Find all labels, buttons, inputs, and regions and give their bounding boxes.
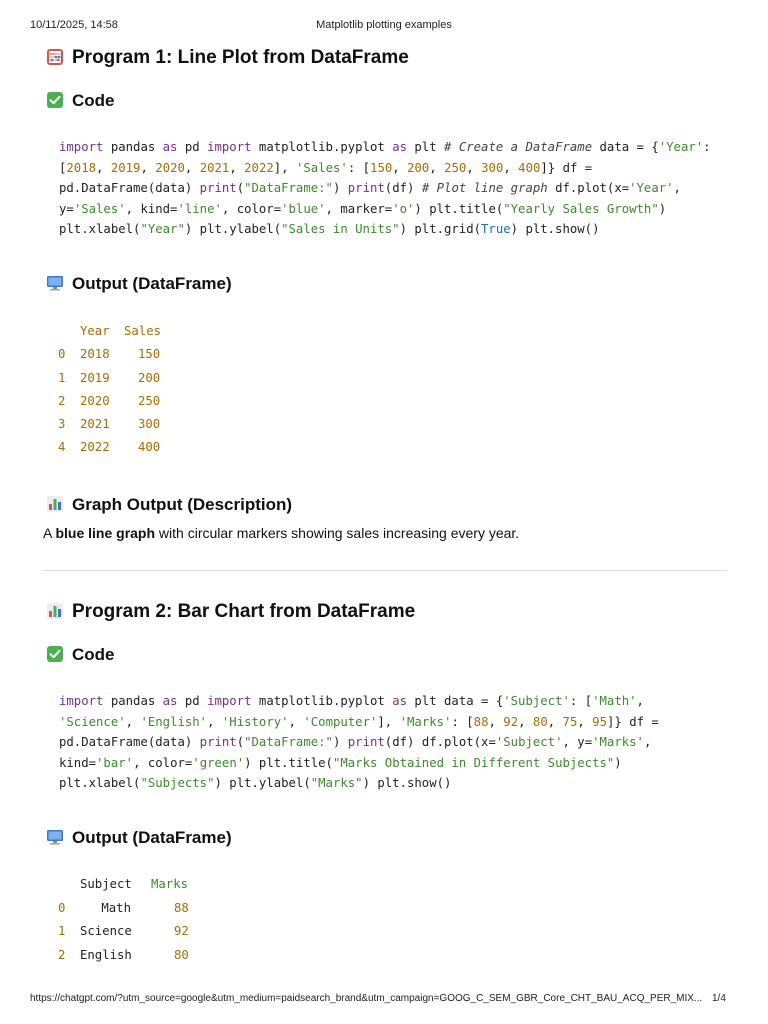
code-token: 'line' <box>177 201 222 216</box>
code-token: , <box>207 714 222 729</box>
code-token: as <box>392 140 407 154</box>
df1-col-year: Year <box>80 324 110 338</box>
code-token: 88 <box>473 714 489 729</box>
df1-cell-sales: 300 <box>138 417 161 431</box>
df2-cell-marks: 88 <box>174 901 189 915</box>
code-token: ) plt.show() <box>362 776 452 790</box>
df1-cell-sales: 400 <box>138 440 161 454</box>
df1-cell-sales: 200 <box>138 371 161 385</box>
code-token: , <box>673 181 681 195</box>
code-token: pandas <box>103 140 163 154</box>
df1-cell-year: 2019 <box>80 371 110 385</box>
code-token: , <box>392 160 408 175</box>
code-token: ) plt.title( <box>244 755 333 770</box>
code-token: , <box>125 714 141 729</box>
check-mark-icon <box>46 91 64 109</box>
code-token: (df) <box>384 181 422 195</box>
program1-graph-heading: Graph Output (Description) <box>72 495 293 514</box>
code-line <box>59 199 711 220</box>
code-token: 80 <box>532 714 548 729</box>
code-token: plt data = { <box>407 694 504 708</box>
code-token: , <box>429 160 445 175</box>
bar-chart-icon <box>46 495 64 513</box>
code-token: 75 <box>562 714 578 729</box>
bar-chart-icon <box>46 602 64 620</box>
code-line <box>59 753 659 774</box>
program2-title: Program 2: Bar Chart from DataFrame <box>72 601 416 622</box>
code-token: 200 <box>407 160 430 175</box>
df1-row-index: 0 <box>58 347 66 361</box>
program2-code-block <box>59 691 659 794</box>
df2-row-index: 1 <box>58 924 66 938</box>
program1-code-block <box>59 137 711 240</box>
df1-cell-year: 2018 <box>80 347 110 361</box>
code-token: , <box>288 714 304 729</box>
code-line <box>59 137 711 158</box>
df1-row-index: 3 <box>58 417 66 431</box>
code-token: 'Sales' <box>73 201 126 216</box>
program2-output-heading: Output (DataFrame) <box>72 828 232 847</box>
code-token: 2020 <box>155 160 185 175</box>
code-token: , <box>140 160 156 175</box>
code-token: import <box>207 694 252 708</box>
page-number: 1/4 <box>712 993 726 1004</box>
program1-output-heading-row <box>46 274 232 294</box>
df1-row-index: 4 <box>58 440 66 454</box>
computer-icon <box>46 274 64 292</box>
code-token: , <box>547 714 563 729</box>
abacus-icon <box>46 48 64 66</box>
code-token: ) <box>614 755 622 770</box>
code-token: (df) df.plot(x= <box>384 735 496 749</box>
code-token: ) <box>658 201 667 216</box>
code-token: , <box>577 714 593 729</box>
code-token: print <box>347 735 385 749</box>
df2-cell-marks: 80 <box>174 948 189 962</box>
code-line <box>59 773 659 794</box>
code-token: 95 <box>592 714 607 729</box>
program2-code-heading: Code <box>72 645 115 664</box>
program1-code-heading: Code <box>72 91 115 110</box>
code-token: # Plot line graph <box>421 181 548 195</box>
df2-cell-marks: 92 <box>174 924 189 938</box>
code-token: as <box>392 694 407 708</box>
desc-bold: blue line graph <box>55 525 156 541</box>
code-token: 150 <box>370 160 393 175</box>
code-token: , color= <box>133 755 193 770</box>
code-token: ) plt.show() <box>510 222 600 236</box>
code-token: 'Marks' <box>592 735 644 749</box>
code-token: True <box>481 222 511 236</box>
check-mark-icon <box>46 645 64 663</box>
code-token: , y= <box>562 735 593 749</box>
code-token: 'Sales' <box>296 160 348 175</box>
code-token: ( <box>236 181 245 195</box>
code-token: 2018 <box>66 160 97 175</box>
code-line <box>59 712 659 733</box>
computer-icon <box>46 828 64 846</box>
code-token: : [ <box>569 694 593 708</box>
code-token: 'History' <box>221 714 289 729</box>
code-token: ) plt.ylabel( <box>214 776 311 790</box>
code-token: print <box>199 181 237 195</box>
program2-code-heading-row <box>46 645 115 665</box>
print-date: 10/11/2025, 14:58 <box>30 19 118 31</box>
code-token: 'blue' <box>281 201 326 216</box>
df2-cell-subject: English <box>80 948 132 962</box>
code-token: 250 <box>444 160 467 175</box>
code-line <box>59 158 711 179</box>
program1-code-heading-row <box>46 91 115 111</box>
code-token: 2021 <box>199 160 230 175</box>
code-token: "Subjects" <box>140 776 215 790</box>
code-token: , <box>96 160 111 175</box>
code-token: 'bar' <box>96 755 134 770</box>
code-line <box>59 732 659 753</box>
code-token: ) <box>332 735 348 749</box>
code-line <box>59 691 659 712</box>
code-token: pd <box>177 694 208 708</box>
code-token: print <box>347 181 385 195</box>
section-divider <box>43 570 726 571</box>
code-token: , <box>488 714 504 729</box>
code-token: 'Subject' <box>503 694 570 708</box>
code-token: : <box>703 140 711 154</box>
code-token: "Yearly Sales Growth" <box>503 201 659 216</box>
code-token: 'Math' <box>592 694 637 708</box>
code-token: : [ <box>451 714 474 729</box>
code-token: # Create a DataFrame <box>444 140 593 154</box>
code-token: ( <box>236 735 245 749</box>
program1-graph-heading-row <box>46 495 292 515</box>
df1-row-index: 1 <box>58 371 66 385</box>
code-token: 2022 <box>244 160 274 175</box>
code-line <box>59 178 711 199</box>
code-token: ) <box>332 181 348 195</box>
code-token: data = { <box>592 140 659 154</box>
print-url: https://chatgpt.com/?utm_source=google&utm_medium=paidsearch_brand&utm_campaign=GOOG_C_SEM_GBR_Core_CHT_BAU_ACQ_PER_MIX... <box>30 993 703 1004</box>
code-token: import <box>207 140 252 154</box>
code-token: ) plt.title( <box>414 201 504 216</box>
code-token: "Year" <box>140 222 185 236</box>
code-token: 'Computer' <box>303 714 378 729</box>
code-token: "Marks Obtained in Different Subjects" <box>332 755 615 770</box>
code-token: , <box>229 160 245 175</box>
code-token: 2019 <box>110 160 141 175</box>
df1-cell-year: 2022 <box>80 440 110 454</box>
code-token: 'Year' <box>629 181 674 195</box>
code-token: ) plt.ylabel( <box>184 222 282 236</box>
code-token: y= <box>59 201 74 216</box>
code-token: , <box>636 694 644 708</box>
program1-graph-description <box>43 525 519 541</box>
code-token: 'Subject' <box>495 735 563 749</box>
code-token: matplotlib.pyplot <box>251 694 393 708</box>
code-token: plt.xlabel( <box>59 222 141 236</box>
code-line <box>59 219 711 240</box>
code-token: ) plt.grid( <box>399 222 482 236</box>
code-token: ], <box>377 714 400 729</box>
code-token: "Marks" <box>310 776 363 790</box>
df2-cell-subject: Science <box>80 924 132 938</box>
code-token: ]} df = <box>606 714 659 729</box>
df1-cell-sales: 150 <box>138 347 161 361</box>
code-token: "DataFrame:" <box>244 735 333 749</box>
code-token: pd <box>177 140 208 154</box>
code-token: 92 <box>503 714 519 729</box>
code-token: [ <box>59 160 67 175</box>
program1-output-heading: Output (DataFrame) <box>72 274 232 293</box>
code-token: : [ <box>347 160 371 175</box>
df2-row-index: 0 <box>58 901 66 915</box>
program2-title-row <box>46 601 415 623</box>
code-token: "DataFrame:" <box>244 181 333 195</box>
code-token: pandas <box>103 694 163 708</box>
code-token: , <box>466 160 482 175</box>
desc-suffix: with circular markers showing sales increasing every year. <box>155 525 520 541</box>
df1-row-index: 2 <box>58 394 66 408</box>
code-token: "Sales in Units" <box>281 222 400 236</box>
code-token: 300 <box>481 160 504 175</box>
code-token: 'o' <box>392 201 415 216</box>
code-token: import <box>59 140 104 154</box>
code-token: print <box>199 735 237 749</box>
df2-cell-subject: Math <box>101 901 131 915</box>
code-token: ], <box>273 160 296 175</box>
df2-row-index: 2 <box>58 948 66 962</box>
desc-prefix: A <box>43 525 56 541</box>
code-token: pd.DataFrame(data) <box>59 181 200 195</box>
code-token: pd.DataFrame(data) <box>59 735 200 749</box>
code-token: as <box>162 140 178 154</box>
code-token: matplotlib.pyplot <box>251 140 393 154</box>
code-token: import <box>59 694 104 708</box>
code-token: kind= <box>59 755 97 770</box>
program1-title: Program 1: Line Plot from DataFrame <box>72 47 409 68</box>
code-token: 'English' <box>140 714 208 729</box>
df1-cell-year: 2020 <box>80 394 110 408</box>
code-token: 'Year' <box>658 140 704 154</box>
df1-col-sales: Sales <box>124 324 162 338</box>
code-token: 'Science' <box>59 714 126 729</box>
code-token: , <box>518 714 533 729</box>
df1-cell-year: 2021 <box>80 417 110 431</box>
code-token: , kind= <box>125 201 178 216</box>
code-token: 'Marks' <box>399 714 452 729</box>
program1-title-row <box>46 47 409 69</box>
code-token: df.plot(x= <box>547 181 630 195</box>
code-token: , <box>184 160 200 175</box>
code-token: as <box>162 694 178 708</box>
code-token: plt <box>407 140 445 154</box>
print-title: Matplotlib plotting examples <box>316 19 452 31</box>
code-token: , color= <box>221 201 282 216</box>
code-token: 400 <box>518 160 541 175</box>
df2-col-marks: Marks <box>151 877 189 891</box>
df2-col-subject: Subject <box>80 877 132 891</box>
code-token: plt.xlabel( <box>59 776 141 790</box>
df1-cell-sales: 250 <box>138 394 161 408</box>
code-token: 'green' <box>192 755 245 770</box>
code-token: , <box>503 160 519 175</box>
code-token: , marker= <box>325 201 393 216</box>
program2-output-heading-row <box>46 828 232 848</box>
code-token: , <box>643 735 652 749</box>
code-token: ]} df = <box>540 160 593 175</box>
